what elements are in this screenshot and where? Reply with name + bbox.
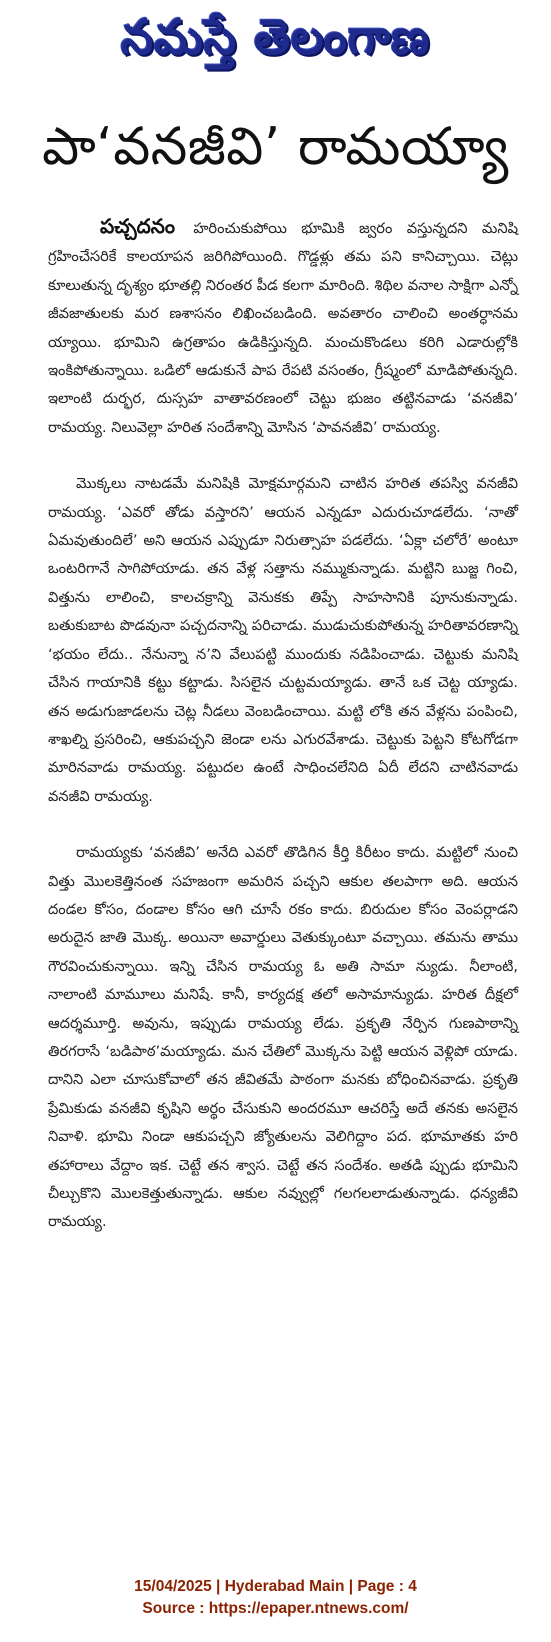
article-paragraph-1 [48, 212, 518, 442]
masthead-logo [0, 0, 551, 86]
source-url: Source : https://epaper.ntnews.com/ [142, 1600, 409, 1617]
article-paragraph-2: మొక్కలు నాటడమే మనిషికి మోక్షమార్గమని చాటిన హరిత తపస్వి వనజీవి రామయ్య. ‘ఎవరో తోడు వస్తారని’ ఆయన ఎన్నడూ ఎదురుచూడలేదు. ‘నాతో ఏమవుతుందిలే’ అని ఆయన ఎప్పుడూ నిరుత్సాహ పడలేదు. ‘ఏక్లా చలోరే’ అంటూ ఒంటరిగానే సాగిపోయాడు. తన వేళ్ల సత్తాను నమ్ముకున్నాడు. మట్టిని బుజ్జ గించి, విత్తును లాలించి, కాలచక్రాన్ని వెనుకకు తిప్పే సాహసానికి పూనుకున్నాడు. బతుకుబాట పొడవునా పచ్చదనాన్ని పరిచాడు. ముడుచుకుపోతున్న హరితావరణాన్ని ‘భయం లేదు.. నేనున్నా న’ని వేలుపట్టి ముందుకు నడిపించాడు. చెట్టుకు మనిషి చేసిన గాయానికి కట్టు కట్టాడు. సిసలైన చుట్టమయ్యాడు. తానే ఒక చెట్ట య్యాడు. తన అడుగుజాడలను చెట్ల నీడలు వెంబడించాయి. మట్టి లోకి తన వేళ్లను పంపించి, శాఖల్ని ప్రసరించి, ఆకుపచ్చని జెండా లను ఎగురవేశాడు. చెట్టుకు పెట్టని కోటగోడగా మారినవాడు రామయ్య. పట్టుదల ఉంటే సాధించలేనిది ఏదీ లేదని చాటినవాడు వనజీవి రామయ్య. [48, 475, 518, 805]
headline-text: పా‘వనజీవి’ రామయ్యా [42, 116, 509, 177]
lead-word: పచ్చదనం [100, 214, 175, 238]
article-paragraph-3: రామయ్యకు ‘వనజీవి’ అనేది ఎవరో తొడిగిన కీర్తి కిరీటం కాదు. మట్టిలో నుంచి విత్తు మొలకెత్తినంత సహజంగా అమరిన పచ్చని ఆకుల తలపాగా అది. ఆయన దండల కోసం, దండాల కోసం ఆగి చూసే రకం కాదు. బిరుదుల కోసం వెంపర్లాడని అరుదైన జాతి మొక్క. అయినా అవార్డులు వెతుక్కుంటూ వచ్చాయి. తమను తాము గౌరవించుకున్నాయి. ఇన్ని చేసిన రామయ్య ఓ అతి సామా న్యుడు. నీలాంటి, నాలాంటి మామూలు మనిషే. కానీ, కార్యదక్ష తలో అసామాన్యుడు. హరిత దీక్షలో ఆదర్శమూర్తి. అవును, ఇప్పుడు రామయ్య లేడు. ప్రకృతి నేర్పిన గుణపాఠాన్ని తిరగరాసే ‘బడిపాఠ’మయ్యాడు. మన చేతిలో మొక్కను పెట్టి ఆయన వెళ్లిపో యాడు. దానిని ఎలా చూసుకోవాలో తన జీవితమే పాఠంగా మనకు బోధించినవాడు. ప్రకృతి ప్రేమికుడు వనజీవి కృషిని అర్థం చేసుకుని అందరమూ ఆచరిస్తే అదే తనకు అసలైన నివాళి. భూమి నిండా ఆకుపచ్చని జ్యోతులను వెలిగిద్దాం పద. భూమాతకు హరి తహారాలు వేద్దాం ఇక. చెట్టే తన శ్వాస. చెట్టే తన సందేశం. అతడి ప్పుడు భూమిని చీల్చుకొని మొలకెత్తుతున్నాడు. ఆకుల నవ్వుల్లో గలగలలాడుతున్నాడు. ధన్యజీవి రామయ్య. [48, 844, 518, 1231]
article-headline [0, 108, 551, 198]
edition-info: 15/04/2025 | Hyderabad Main | Page : 4 [134, 1578, 417, 1595]
article-body [48, 212, 518, 1265]
paragraph-1-text: హరించుకుపోయి భూమికి జ్వరం వస్తున్నదని మనిషి గ్రహించేసరికే కాలయాపన జరిగిపోయింది. గొడ్డళ్లు తమ పని కానిచ్చాయి. చెట్లు కూలుతున్న దృశ్యం భూతల్లి నిరంతర పీడ కలగా మారింది. శిథిల వనాల సాక్షిగా ఎన్నో జీవజాతులకు మర ణశాసనం లిఖించబడింది. అవతారం చాలించి అంతర్ధానమ య్యాయి. భూమిని ఉగ్రతాపం ఉడికిస్తున్నది. మంచుకొండలు కరిగి ఎడారుల్లోకి ఇంకిపోతున్నాయి. ఒడిలో ఆడుకునే పాప రేపటి వసంతం, గ్రీష్మంలో మాడిపోతున్నది. ఇలాంటి దుర్భర, దుస్సహ వాతావరణంలో చెట్టు భుజం తట్టినవాడు ‘వనజీవి’ రామయ్య. నిలువెల్లా హరిత సందేశాన్ని మోసిన ‘పావనజీవి’ రామయ్య. [48, 220, 518, 436]
newspaper-title: నమస్తే తెలంగాణ [120, 8, 431, 66]
page-footer [0, 1576, 551, 1620]
